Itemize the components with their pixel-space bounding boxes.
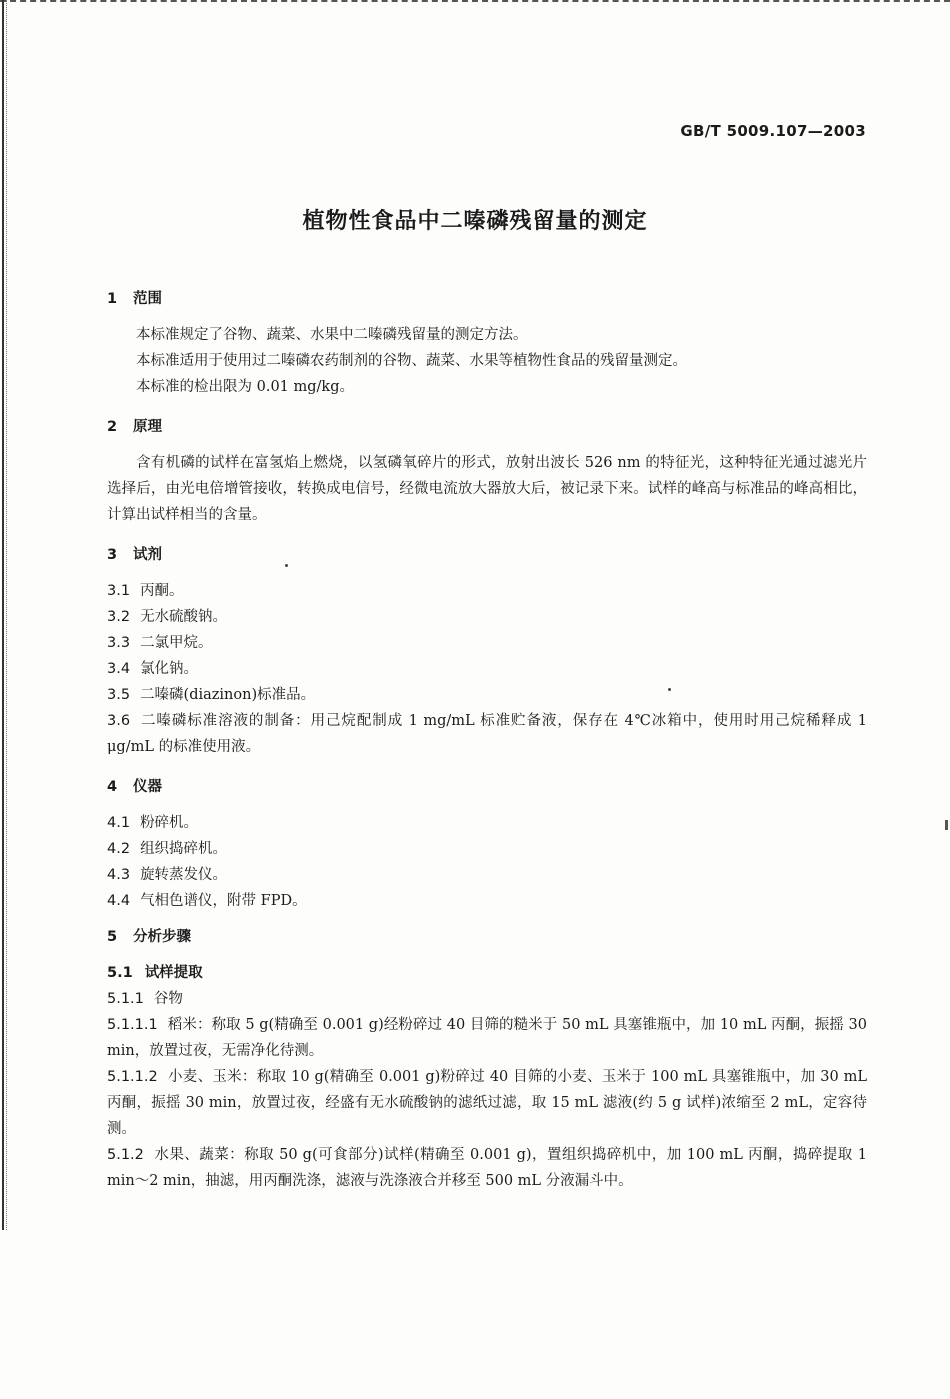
item-text: 组织捣碎机。 [140,841,228,857]
paragraph: 本标准的检出限为 0.01 mg/kg。 [136,379,354,395]
item-text: 无水硫酸钠。 [140,609,228,625]
item-text: 丙酮。 [140,583,184,599]
list-item [107,862,867,888]
section-number: 1 [107,291,118,307]
section-number: 3 [107,547,118,563]
list-item [107,986,867,1012]
section-title: 原理 [133,419,162,435]
list-item [107,604,867,630]
list-item [107,630,867,656]
section-title: 分析步骤 [133,929,191,945]
standard-code: GB/T 5009.107—2003 [680,122,866,140]
list-item [107,578,867,604]
item-text: 水果、蔬菜：称取 50 g(可食部分)试样(精确至 0.001 g)，置组织捣碎机中，加 100 mL 丙酮，捣碎提取 1 min～2 min，抽滤，用丙酮洗涤，滤液与洗涤液合并移至 500 mL 分液漏斗中。 [107,1147,867,1189]
document-title: 植物性食品中二嗪磷残留量的测定 [302,209,648,234]
paragraph: 本标准规定了谷物、蔬菜、水果中二嗪磷残留量的测定方法。 [136,327,528,343]
list-item [107,656,867,682]
item-number: 5.1.1.2 [107,1069,158,1085]
item-number: 4.4 [107,893,131,909]
subsection-title: 试样提取 [144,965,203,981]
section-heading [107,774,867,800]
item-number: 3.3 [107,635,131,651]
section-heading [107,542,867,568]
list-item [107,836,867,862]
document-body [107,286,867,1202]
list-item [107,682,867,708]
list-item [107,888,867,914]
list-item [107,708,867,760]
paragraph: 含有机磷的试样在富氢焰上燃烧，以氢磷氧碎片的形式，放射出波长 526 nm 的特征光，这种特征光通过滤光片选择后，由光电倍增管接收，转换成电信号，经微电流放大器放大后，被记录下来。试样的峰高与标准品的峰高相比，计算出试样相当的含量。 [107,455,867,523]
binding-margin [2,0,14,1230]
scan-mark [945,820,948,830]
section-title: 范围 [133,291,162,307]
item-number: 3.1 [107,583,131,599]
item-text: 小麦、玉米：称取 10 g(精确至 0.001 g)粉碎过 40 目筛的小麦、玉米于 100 mL 具塞锥瓶中，加 30 mL 丙酮，振摇 30 min，放置过夜，经盛有无水硫酸钠的滤纸过滤，取 15 mL 滤液(约 5 g 试样)浓缩至 2 mL，定容待测。 [107,1069,867,1137]
section-number: 4 [107,779,118,795]
section-heading [107,414,867,440]
item-number: 4.1 [107,815,131,831]
list-item [107,1012,867,1064]
cut-off-text-line [107,1194,867,1202]
list-item [107,1142,867,1194]
section-number: 5 [107,929,118,945]
item-number: 3.5 [107,687,131,703]
item-number: 3.6 [107,713,131,729]
subsection-heading [107,960,867,986]
section-heading [107,286,867,312]
section-title: 试剂 [133,547,162,563]
section-title: 仪器 [133,779,162,795]
item-number: 3.4 [107,661,131,677]
section-number: 2 [107,419,118,435]
item-text: 二氯甲烷。 [140,635,213,651]
item-text: 二嗪磷(diazinon)标准品。 [140,687,316,703]
item-text: 稻米：称取 5 g(精确至 0.001 g)经粉碎过 40 目筛的糙米于 50 mL 具塞锥瓶中，加 10 mL 丙酮，振摇 30 min，放置过夜，无需净化待测。 [107,1017,867,1059]
list-item [107,810,867,836]
item-number: 3.2 [107,609,131,625]
item-number: 4.2 [107,841,131,857]
section-heading [107,924,867,950]
item-text: 谷物 [153,991,183,1007]
item-number: 4.3 [107,867,131,883]
top-border [0,0,950,5]
item-number: 5.1.1.1 [107,1017,158,1033]
paragraph: 本标准适用于使用过二嗪磷农药制剂的谷物、蔬菜、水果等植物性食品的残留量测定。 [136,353,687,369]
item-number: 5.1.1 [107,991,144,1007]
item-number: 5.1.2 [107,1147,144,1163]
item-text: 二嗪磷标准溶液的制备：用己烷配制成 1 mg/mL 标准贮备液，保存在 4℃冰箱中，使用时用己烷稀释成 1 μg/mL 的标准使用液。 [107,713,867,755]
subsection-number: 5.1 [107,965,133,981]
list-item [107,1064,867,1142]
item-text: 氯化钠。 [140,661,199,677]
item-text: 粉碎机。 [140,815,199,831]
item-text: 气相色谱仪，附带 FPD。 [140,893,307,909]
item-text: 旋转蒸发仪。 [140,867,228,883]
